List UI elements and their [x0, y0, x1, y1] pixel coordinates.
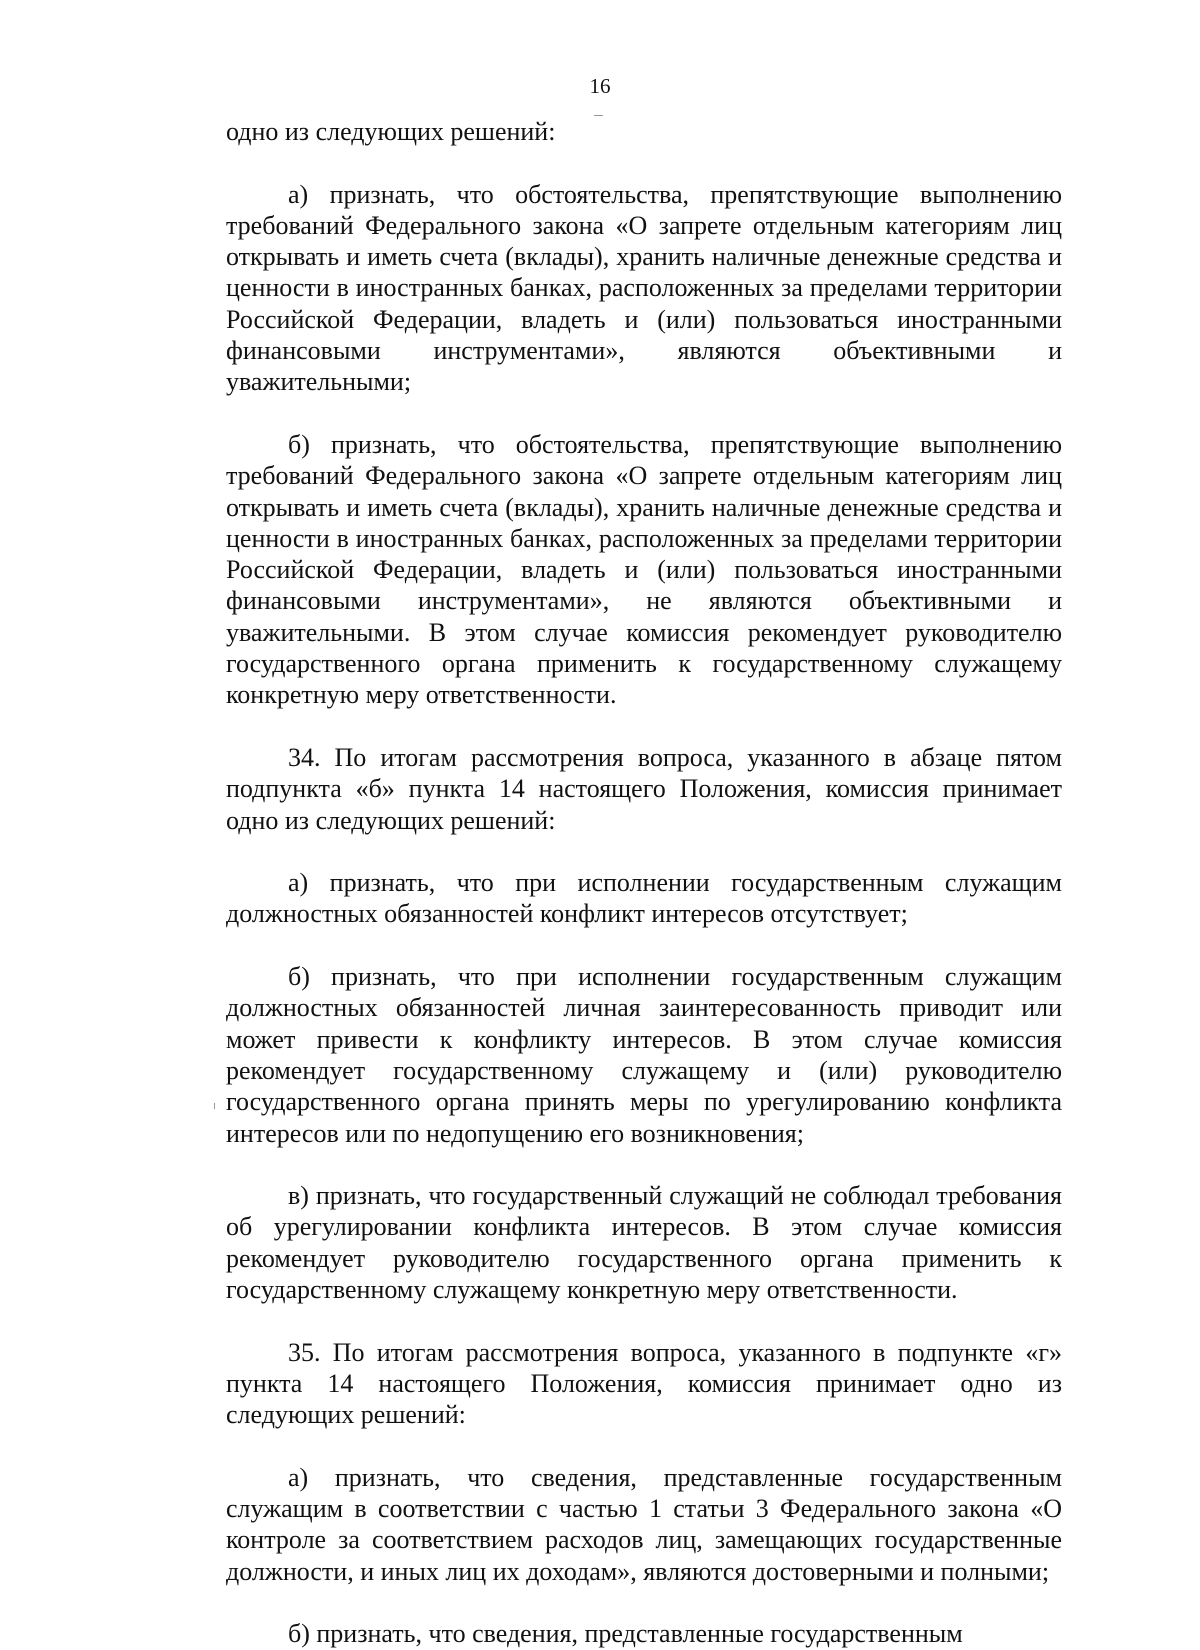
- paragraph-33b: б) признать, что обстоятельства, препятствующие выполнению требований Федерального закона «О запрете отдельным категориям лиц открывать и иметь счета (вклады), хранить наличные денежные средства и ценности в иностранных банках, расположенных за пределами территории Российской Федерации, владеть и (или) пользоваться иностранными финансовыми инструментами», не являются объективными и уважительными. В этом случае комиссия рекомендует руководителю государственного органа применить к государственному служащему конкретную меру ответственности.: [226, 429, 1062, 710]
- paragraph-35b: б) признать, что сведения, представленные государственным: [288, 1619, 963, 1649]
- paragraph-34a: а) признать, что при исполнении государственным служащим должностных обязанностей конфликт интересов отсутствует;: [226, 868, 1062, 929]
- page-number: 16: [589, 74, 611, 98]
- paragraph-33a: а) признать, что обстоятельства, препятствующие выполнению требований Федерального закона «О запрете отдельным категориям лиц открывать и иметь счета (вклады), хранить наличные денежные средства и ценности в иностранных банках, расположенных за пределами территории Российской Федерации, владеть и (или) пользоваться иностранными финансовыми инструментами», являются объективными и уважительными;: [226, 179, 1062, 397]
- document-body: [226, 116, 1062, 1650]
- paragraph-continuation: одно из следующих решений:: [226, 117, 556, 146]
- scan-speck: [214, 1103, 215, 1109]
- paragraph-35: 35. По итогам рассмотрения вопроса, указанного в подпункте «г» пункта 14 настоящего Положения, комиссия принимает одно из следующих решений:: [226, 1337, 1062, 1430]
- paragraph-34b: б) признать, что при исполнении государственным служащим должностных обязанностей личная заинтересованность приводит или может привести к конфликту интересов. В этом случае комиссия рекомендует государственному служащему и (или) руководителю государственного органа принять меры по урегулированию конфликта интересов или по недопущению его возникновения;: [226, 962, 1062, 1148]
- paragraph-34v: в) признать, что государственный служащий не соблюдал требования об урегулировании конфликта интересов. В этом случае комиссия рекомендует руководителю государственного органа применить к государственному служащему конкретную меру ответственности.: [226, 1181, 1062, 1304]
- paragraph-34: 34. По итогам рассмотрения вопроса, указанного в абзаце пятом подпункта «б» пункта 14 настоящего Положения, комиссия принимает одно из следующих решений:: [226, 742, 1062, 835]
- paragraph-35a: а) признать, что сведения, представленные государственным служащим в соответствии с частью 1 статьи 3 Федерального закона «О контроле за соответствием расходов лиц, замещающих государственные должности, и иных лиц их доходам», являются достоверными и полными;: [226, 1462, 1062, 1586]
